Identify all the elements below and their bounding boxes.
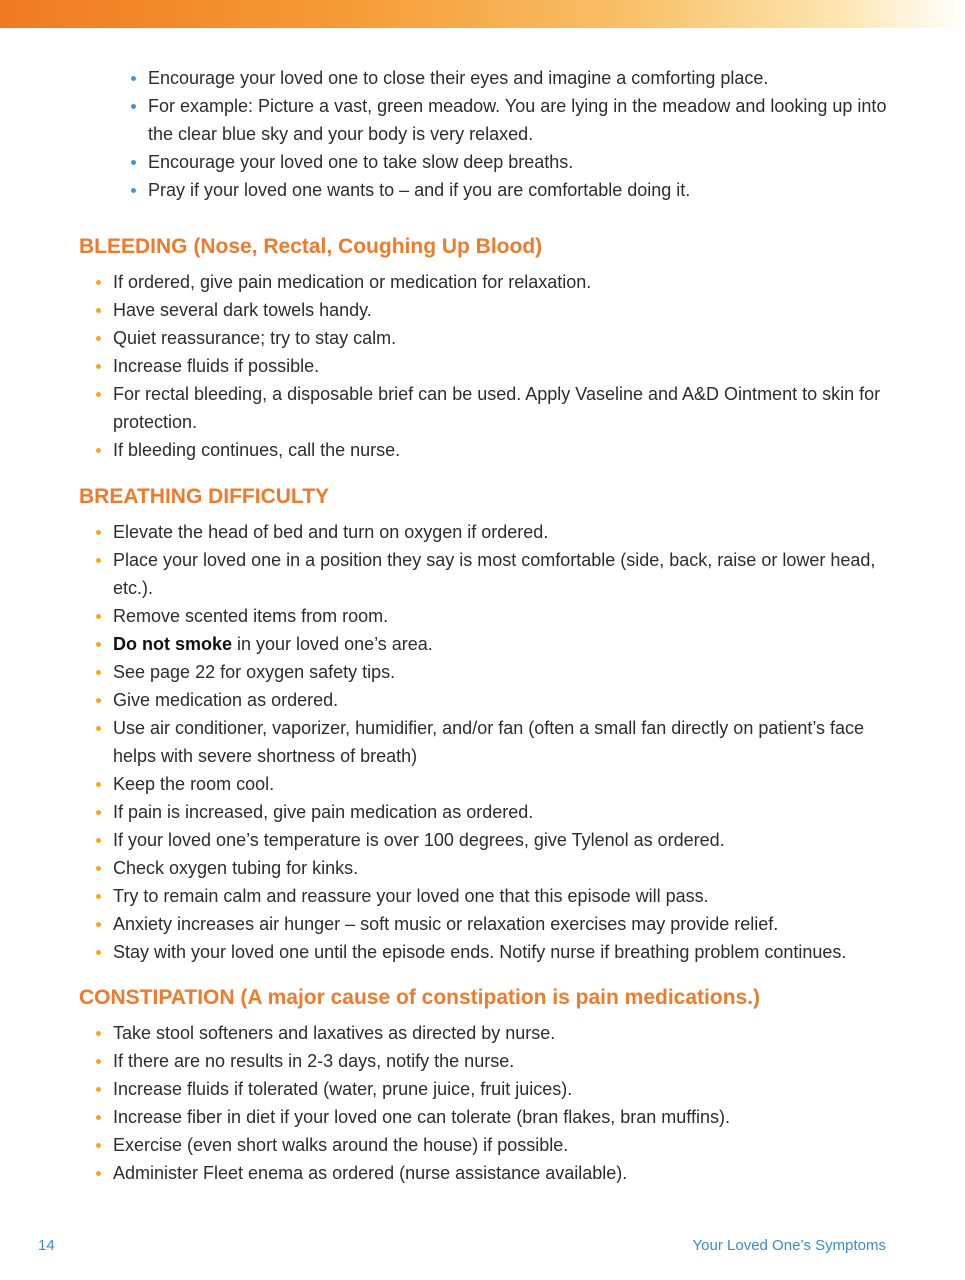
list-item: For rectal bleeding, a disposable brief can be used. Apply Vaseline and A&D Ointment to skin for protection. [113,380,909,436]
constipation-section [79,985,909,1187]
list-item: Check oxygen tubing for kinks. [113,854,909,882]
list-item: Increase fluids if tolerated (water, prune juice, fruit juices). [113,1075,909,1103]
list-item: Keep the room cool. [113,770,909,798]
list-item: If ordered, give pain medication or medication for relaxation. [113,268,909,296]
bleeding-list [79,268,909,464]
list-item: Use air conditioner, vaporizer, humidifier, and/or fan (often a small fan directly on patient’s face helps with severe shortness of breath) [113,714,909,770]
list-item: Take stool softeners and laxatives as directed by nurse. [113,1019,909,1047]
running-footer-title: Your Loved One’s Symptoms [692,1237,886,1254]
list-item: Increase fiber in diet if your loved one can tolerate (bran flakes, bran muffins). [113,1103,909,1131]
constipation-heading: CONSTIPATION (A major cause of constipation is pain medications.) [79,986,761,1009]
list-item: Place your loved one in a position they say is most comfortable (side, back, raise or lower head, etc.). [113,546,909,602]
bleeding-section [79,234,909,464]
list-item: Elevate the head of bed and turn on oxygen if ordered. [113,518,909,546]
list-item: See page 22 for oxygen safety tips. [113,658,909,686]
list-item: Remove scented items from room. [113,602,909,630]
list-item: Give medication as ordered. [113,686,909,714]
constipation-list [79,1019,909,1187]
no-smoke-bold: Do not smoke [113,634,233,654]
list-item: Pray if your loved one wants to – and if you are comfortable doing it. [148,176,908,204]
breathing-list [79,518,909,966]
top-gradient-band [0,0,965,28]
list-item: Exercise (even short walks around the house) if possible. [113,1131,909,1159]
list-item: Encourage your loved one to close their eyes and imagine a comforting place. [148,64,908,92]
list-item: Encourage your loved one to take slow deep breaths. [148,148,908,176]
list-item [113,630,909,658]
list-item: If your loved one’s temperature is over 100 degrees, give Tylenol as ordered. [113,826,909,854]
page-number: 14 [38,1237,55,1254]
list-item: Increase fluids if possible. [113,352,909,380]
list-item: Anxiety increases air hunger – soft music or relaxation exercises may provide relief. [113,910,909,938]
list-item: Have several dark towels handy. [113,296,909,324]
list-item: Quiet reassurance; try to stay calm. [113,324,909,352]
bleeding-heading: BLEEDING (Nose, Rectal, Coughing Up Blood) [79,235,543,258]
no-smoke-rest: in your loved one’s area. [232,634,433,654]
list-item: If bleeding continues, call the nurse. [113,436,909,464]
intro-list [148,64,908,204]
list-item: Stay with your loved one until the episode ends. Notify nurse if breathing problem continues. [113,938,909,966]
breathing-heading: BREATHING DIFFICULTY [79,485,330,508]
list-item: Administer Fleet enema as ordered (nurse assistance available). [113,1159,909,1187]
list-item: If pain is increased, give pain medication as ordered. [113,798,909,826]
list-item: For example: Picture a vast, green meadow. You are lying in the meadow and looking up into the clear blue sky and your body is very relaxed. [148,92,908,148]
breathing-section [79,484,909,966]
list-item: If there are no results in 2-3 days, notify the nurse. [113,1047,909,1075]
list-item: Try to remain calm and reassure your loved one that this episode will pass. [113,882,909,910]
